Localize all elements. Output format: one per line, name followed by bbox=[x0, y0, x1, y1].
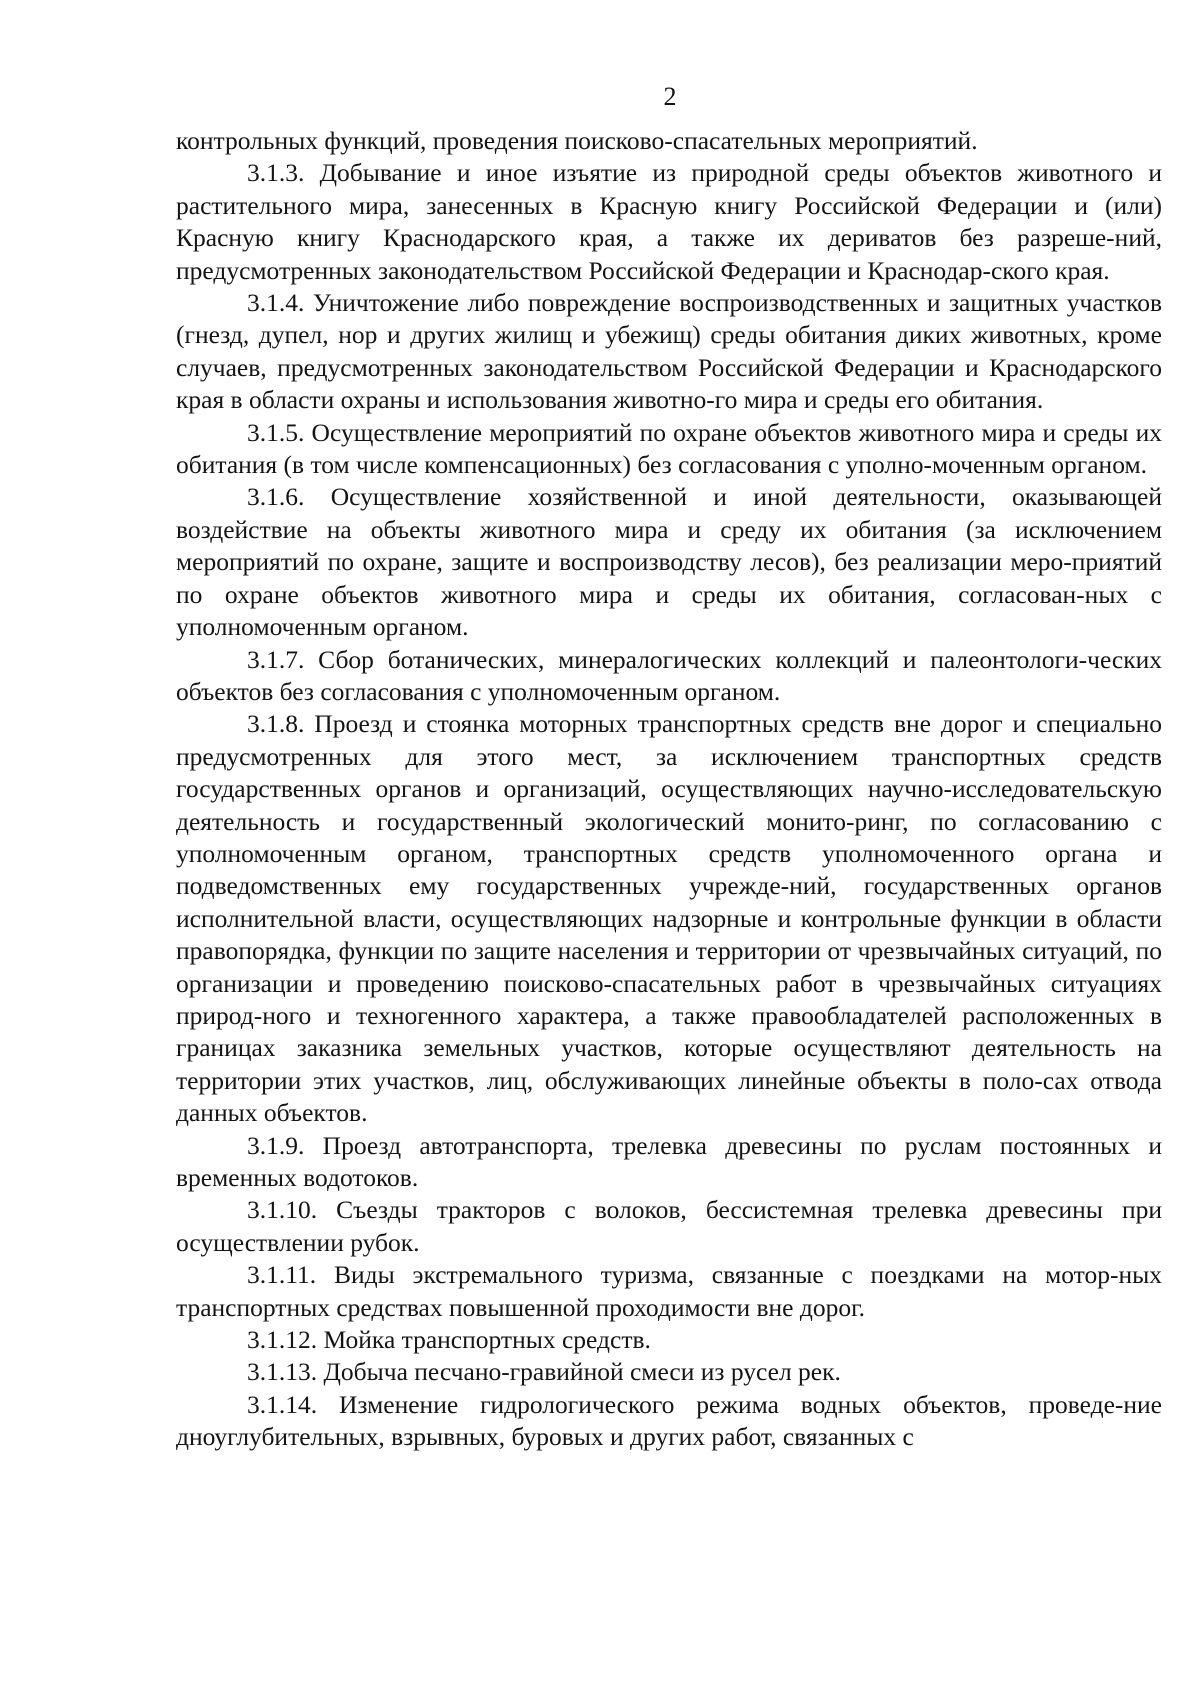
paragraph-3-1-12: 3.1.12. Мойка транспортных средств. bbox=[247, 1325, 651, 1355]
paragraph-3-1-9: 3.1.9. Проезд автотранспорта, трелевка древесины по руслам постоянных и временных водотоков. bbox=[176, 1130, 1162, 1192]
paragraph-3-1-6: 3.1.6. Осуществление хозяйственной и иной деятельности, оказывающей воздействие на объекты животного мира и среду их обитания (за исключением мероприятий по охране, защите и воспроизводству лесов), без реализации меро-приятий по охране объектов животного мира и среды их обитания, согласован-ных с уполномоченным органом. bbox=[176, 482, 1162, 642]
paragraph-3-1-14: 3.1.14. Изменение гидрологического режима водных объектов, проведе-ние дноуглубительных, взрывных, буровых и других работ, связанных с bbox=[176, 1389, 1162, 1452]
paragraph-3-1-11: 3.1.11. Виды экстремального туризма, связанные с поездками на мотор-ных транспортных средствах повышенной проходимости вне дорог. bbox=[176, 1260, 1162, 1322]
document-body bbox=[176, 125, 1162, 1454]
paragraph-3-1-10: 3.1.10. Съезды тракторов с волоков, бессистемная трелевка древесины при осуществлении рубок. bbox=[176, 1195, 1162, 1257]
paragraph-3-1-7: 3.1.7. Сбор ботанических, минералогических коллекций и палеонтологи-ческих объектов без согласования с уполномоченным органом. bbox=[176, 644, 1162, 706]
paragraph-continuation: контрольных функций, проведения поисково-спасательных мероприятий. bbox=[176, 126, 978, 155]
paragraph-3-1-8: 3.1.8. Проезд и стоянка моторных транспортных средств вне дорог и специально предусмотренных для этого мест, за исключением транспортных средств государственных органов и организаций, осуществляющих научно-исследовательскую деятельность и государственный экологический монито-ринг, по согласованию с уполномоченным органом, транспортных средств уполномоченного органа и подведомственных ему государственных учрежде-ний, государственных органов исполнительной власти, осуществляющих надзорные и контрольные функции в области правопорядка, функции по защите населения и территории от чрезвычайных ситуаций, по организации и проведению поисково-спасательных работ в чрезвычайных ситуациях природ-ного и техногенного характера, а также правообладателей расположенных в границах заказника земельных участков, которые осуществляют деятельность на территории этих участков, лиц, обслуживающих линейные объекты в поло-сах отвода данных объектов. bbox=[176, 709, 1162, 1128]
paragraph-3-1-13: 3.1.13. Добыча песчано-гравийной смеси из русел рек. bbox=[247, 1357, 841, 1387]
paragraph-3-1-3: 3.1.3. Добывание и иное изъятие из природной среды объектов животного и растительного мира, занесенных в Красную книгу Российской Федерации и (или) Красную книгу Краснодарского края, а также их дериватов без разреше-ний, предусмотренных законодательством Российской Федерации и Краснодар-ского края. bbox=[176, 158, 1162, 285]
paragraph-3-1-5: 3.1.5. Осуществление мероприятий по охране объектов животного мира и среды их обитания (в том числе компенсационных) без согласования с уполно-моченным органом. bbox=[176, 417, 1162, 480]
paragraph-3-1-4: 3.1.4. Уничтожение либо повреждение воспроизводственных и защитных участков (гнезд, дупел, нор и других жилищ и убежищ) среды обитания диких животных, кроме случаев, предусмотренных законодательством Российской Федерации и Краснодарского края в области охраны и использования животно-го мира и среды его обитания. bbox=[176, 288, 1162, 415]
page-number: 2 bbox=[663, 82, 677, 111]
